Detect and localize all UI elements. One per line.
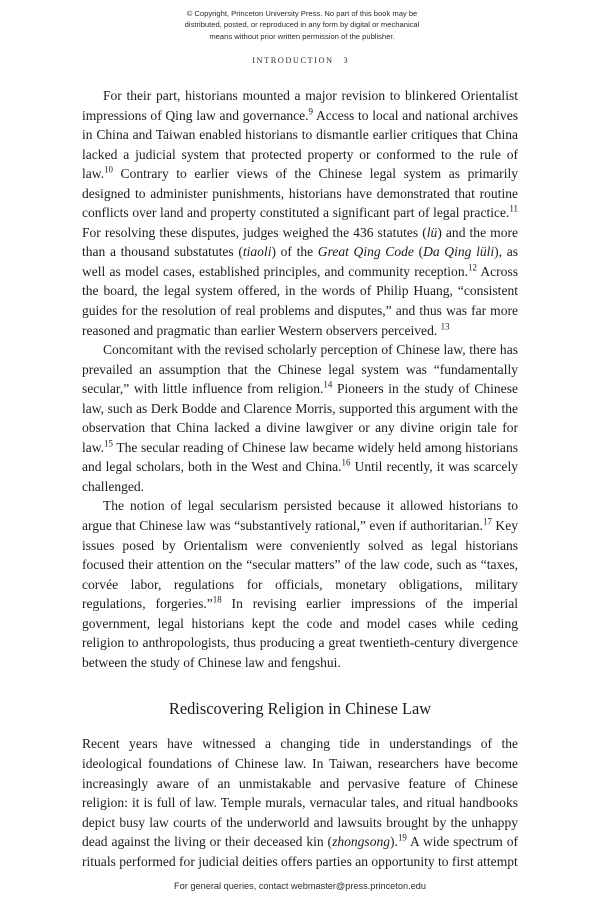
italic-term: tiaoli: [242, 244, 272, 260]
footnote-marker: 11: [509, 203, 518, 214]
italic-term: Da Qing lüli: [423, 244, 495, 260]
body-paragraph-3: The notion of legal secularism persisted because it allowed historians to argue that Chinese law was “substantively rational,” even if authoritarian.$^{17}$ Key issues posed by Orientalism were conveniently solved as legal historians focused their attention on the “secular matters” of the law code, such as “taxes, corvée labor, regulations for officials, monetary obligations, military regulations, forgeries.”$^{18}$ In revising earlier impressions of the imperial government, legal historians kept the code and model cases while ceding religion to anthropologists, thus producing a great twentieth-century divergence between the study of Chinese law and fengshui.: [82, 498, 518, 670]
copyright-notice-line-3: means without prior written permission of the publisher.: [209, 31, 395, 41]
page-footer-text: For general queries, contact webmaster@press.princeton.edu: [174, 881, 426, 891]
italic-term: lü: [426, 224, 438, 240]
running-head: [82, 56, 518, 65]
body-paragraph-4: Recent years have witnessed a changing tide in understandings of the ideological foundations of Chinese law. In Taiwan, researchers have become increasingly aware of an unmistakable and pervasive feature of Chinese religion: it is full of law. Temple murals, vernacular tales, and ritual handbooks depict busy law courts of the underworld and lawsuits brought by the unhappy dead against the living or their deceased kin (zhongsong).$^{19}$ A wide spectrum of rituals performed for judicial deities offers parties an opportunity to first attempt: [82, 736, 519, 869]
footnote-marker: 9: [308, 106, 313, 117]
footnote-marker: 16: [341, 457, 351, 468]
italic-title: Great Qing Code: [317, 244, 414, 260]
footnote-marker: 14: [323, 379, 333, 390]
footnote-marker: 18: [212, 594, 222, 605]
italic-term: zhongsong: [332, 834, 391, 850]
copyright-notice: [132, 8, 472, 42]
body-paragraph-2: Concomitant with the revised scholarly perception of Chinese law, there has prevailed an assumption that the Chinese legal system was “fundamentally secular,” with little influence from religion.$^{14}$ Pioneers in the study of Chinese law, such as Derk Bodde and Clarence Morris, supported this argument with the observation that China lacked a divine lawgiver or any divine origin tale for law.$^{15}$ The secular reading of Chinese law became widely held among historians and legal scholars, both in the West and China.$^{16}$ Until recently, it was scarcely challenged.: [82, 342, 518, 494]
footnote-marker: 17: [482, 516, 492, 527]
copyright-notice-line-1: © Copyright, Princeton University Press. No part of this book may be: [186, 9, 418, 18]
running-head-label: INTRODUCTION: [252, 56, 334, 65]
page-footer: [0, 881, 600, 891]
section-heading: Rediscovering Religion in Chinese Law: [168, 699, 432, 719]
body-text-block: [82, 86, 518, 871]
footnote-marker: 12: [468, 262, 477, 273]
page-number: 3: [343, 56, 348, 65]
footnote-marker: 19: [397, 832, 407, 843]
footnote-marker: 10: [104, 164, 114, 175]
footnote-marker: 13: [440, 321, 450, 332]
copyright-notice-line-2: distributed, posted, or reproduced in any form by digital or mechanical: [184, 20, 420, 30]
body-paragraph-1: For their part, historians mounted a major revision to blinkered Orientalist impressions of Qing law and governance.$^9$ Access to local and national archives in China and Taiwan enabled historians to dismantle earlier critiques that China lacked a judicial system that protected property or conformed to the rule of law.$^{10}$ Contrary to earlier views of the Chinese legal system as primarily designed to administer punishments, historians have demonstrated that routine conflicts over land and property constituted a significant part of legal practice.$^{11}$ For resolving these disputes, judges weighed the 436 statutes (lü) and the more than a thousand substatutes (tiaoli) of the Great Qing Code (Da Qing lüli), as well as model cases, established principles, and community reception.$^{12}$ Across the board, the legal system offered, in the words of Philip Huang, “consistent guides for the resolution of real problems and disputes,” and thus was far more reasoned and pragmatic than earlier Western observers perceived. $^{13}$: [82, 88, 519, 338]
footnote-marker: 15: [104, 438, 114, 449]
